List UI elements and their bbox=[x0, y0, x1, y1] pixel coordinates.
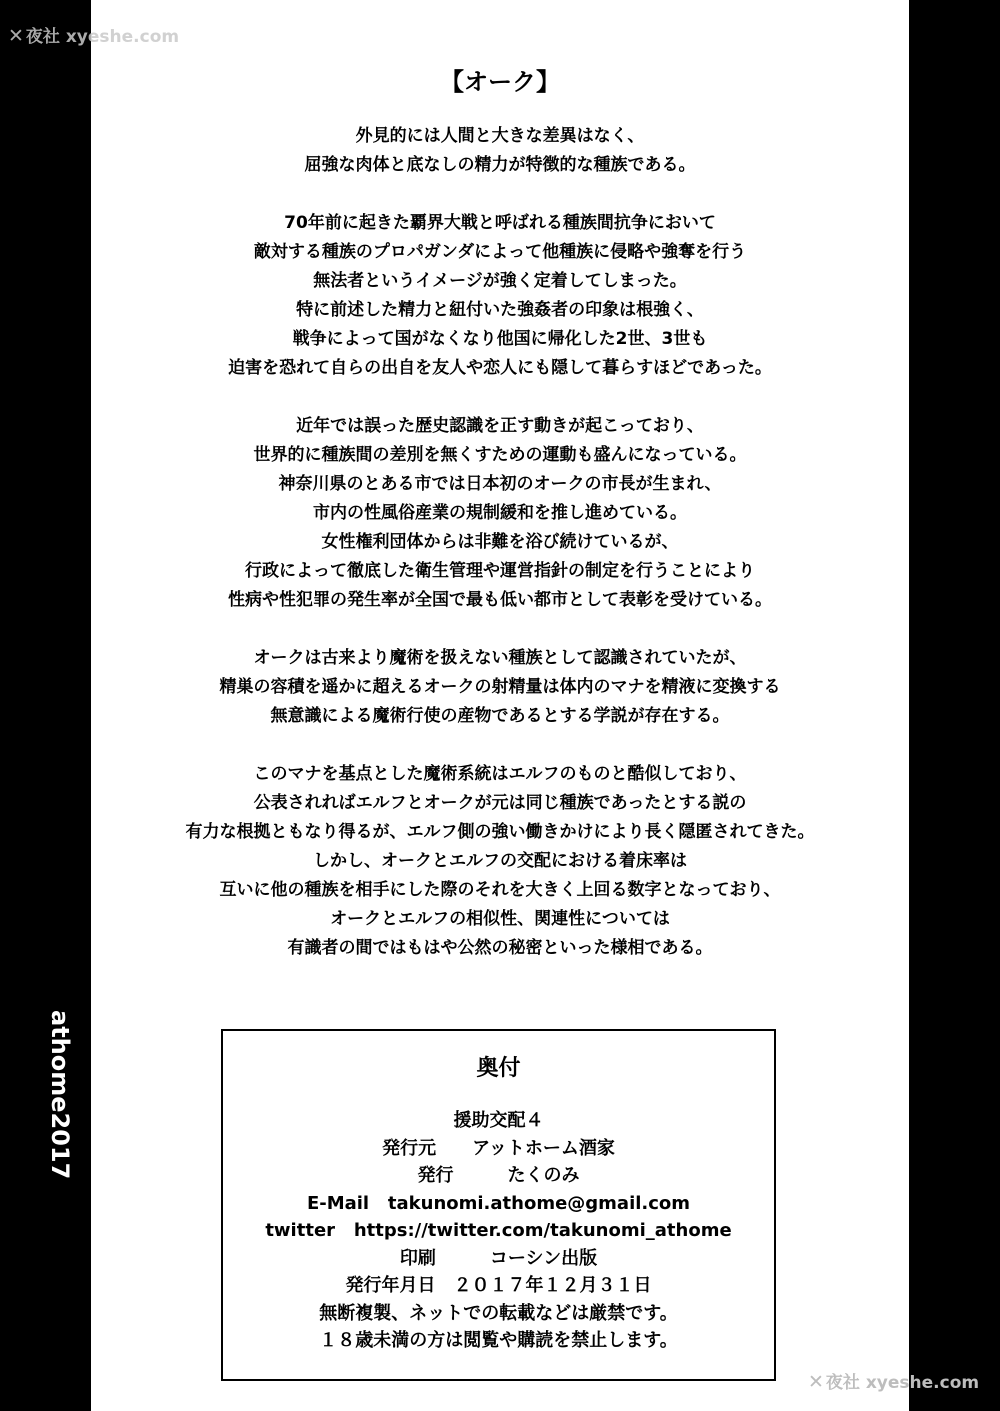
paragraph bbox=[91, 760, 909, 963]
text-line: 戦争によって国がなくなり他国に帰化した2世、3世も bbox=[292, 329, 708, 349]
paragraph bbox=[91, 122, 909, 180]
colophon-title: 奥付 bbox=[476, 1056, 521, 1081]
watermark-top bbox=[8, 22, 179, 47]
text-line: このマナを基点とした魔術系統はエルフのものと酷似しており、 bbox=[253, 764, 747, 784]
paragraph bbox=[91, 644, 909, 731]
text-line: 有識者の間ではもはや公然の秘密といった様相である。 bbox=[287, 938, 713, 958]
watermark-bottom bbox=[808, 1368, 979, 1393]
x-logo-icon: ✕ bbox=[8, 25, 24, 47]
text-line: 無意識による魔術行使の産物であるとする学説が存在する。 bbox=[270, 706, 730, 726]
page-title: 【オーク】 bbox=[440, 68, 560, 96]
colophon-line: 発行年月日 ２０１７年１２月３１日 bbox=[345, 1275, 652, 1296]
body-text bbox=[91, 122, 909, 992]
colophon-line: twitter https://twitter.com/takunomi_athome bbox=[265, 1220, 732, 1241]
colophon-box bbox=[221, 1029, 776, 1381]
text-line: 性病や性犯罪の発生率が全国で最も低い都市として表彰を受けている。 bbox=[228, 590, 772, 610]
colophon-line: 無断複製、ネットでの転載などは厳禁です。 bbox=[319, 1302, 678, 1324]
text-line: しかし、オークとエルフの交配における着床率は bbox=[313, 851, 687, 871]
colophon-line: １８歳未満の方は閲覧や購読を禁止します。 bbox=[319, 1330, 678, 1351]
text-line: 精巣の容積を遥かに超えるオークの射精量は体内のマナを精液に変換する bbox=[219, 677, 781, 697]
text-line: 互いに他の種族を相手にした際のそれを大きく上回る数字となっており、 bbox=[219, 880, 781, 900]
watermark-bottom-text: 夜社 xyeshe.com bbox=[825, 1373, 980, 1393]
text-line: オークとエルフの相似性、関連性については bbox=[330, 909, 670, 929]
colophon-line: 発行 たくのみ bbox=[417, 1165, 580, 1186]
text-line: 迫害を恐れて自らの出自を友人や恋人にも隠して暮らすほどであった。 bbox=[228, 358, 772, 378]
colophon-line: 援助交配４ bbox=[453, 1110, 544, 1131]
text-line: 市内の性風俗産業の規制緩和を推し進めている。 bbox=[313, 503, 687, 523]
text-line: 敵対する種族のプロパガンダによって他種族に侵略や強奪を行う bbox=[253, 242, 747, 262]
side-label: athome2017 bbox=[46, 1010, 74, 1180]
colophon-line: E-Mail takunomi.athome@gmail.com bbox=[306, 1192, 691, 1214]
colophon-lines bbox=[223, 1107, 774, 1355]
text-line: 70年前に起きた覇界大戦と呼ばれる種族間抗争において bbox=[284, 213, 716, 233]
text-line: 行政によって徹底した衛生管理や運営指針の制定を行うことにより bbox=[245, 561, 755, 581]
text-line: 公表されればエルフとオークが元は同じ種族であったとする説の bbox=[253, 793, 747, 813]
paragraph bbox=[91, 412, 909, 615]
paragraph bbox=[91, 209, 909, 383]
text-line: 近年では誤った歴史認識を正す動きが起こっており、 bbox=[296, 416, 704, 436]
text-line: 特に前述した精力と紐付いた強姦者の印象は根強く、 bbox=[296, 300, 704, 320]
watermark-top-text: 夜社 xyeshe.com bbox=[25, 27, 180, 47]
text-line: 神奈川県のとある市では日本初のオークの市長が生まれ、 bbox=[278, 474, 722, 494]
text-line: 有力な根拠ともなり得るが、エルフ側の強い働きかけにより長く隠匿されてきた。 bbox=[185, 822, 815, 842]
colophon-line: 印刷 コーシン出版 bbox=[399, 1247, 598, 1269]
text-line: 屈強な肉体と底なしの精力が特徴的な種族である。 bbox=[304, 155, 696, 175]
x-logo-icon: ✕ bbox=[808, 1371, 824, 1393]
text-line: オークは古来より魔術を扱えない種族として認識されていたが、 bbox=[253, 648, 747, 668]
colophon-line: 発行元 アットホーム酒家 bbox=[382, 1137, 615, 1159]
text-line: 無法者というイメージが強く定着してしまった。 bbox=[313, 271, 687, 291]
text-line: 世界的に種族間の差別を無くすための運動も盛んになっている。 bbox=[253, 445, 747, 465]
text-line: 女性権利団体からは非難を浴び続けているが、 bbox=[321, 532, 679, 552]
text-line: 外見的には人間と大きな差異はなく、 bbox=[355, 126, 645, 146]
